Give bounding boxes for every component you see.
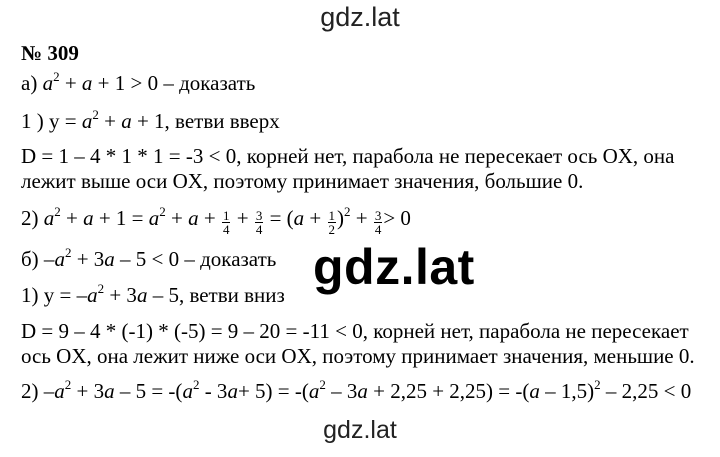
watermark-bottom: gdz.lat <box>323 416 397 444</box>
watermark-middle: gdz.lat <box>313 239 475 295</box>
part-b-step1-function: 1) $y = -a^2 + 3a - 5$, ветви вниз <box>21 281 285 307</box>
part-a-discriminant-line1: D = 1 – 4 * 1 * 1 = -3 < 0, корней нет, парабола не пересекает ось OX, она <box>21 144 675 168</box>
part-b-step2-equation: 2) $-a^2 + 3a - 5 = -(a^2 - 3a+ 5) = -(a^2 - 3a + 2,25 + 2,25) = -(a - 1,5)^2 - 2,25 < 0$ <box>21 377 692 403</box>
part-b-discriminant-line1: D = 9 – 4 * (-1) * (-5) = 9 – 20 = -11 < 0, корней нет, парабола не пересекает <box>21 319 689 343</box>
task-number: № 309 <box>21 41 79 65</box>
fraction-one-quarter: $\frac{1}{4}$ <box>222 208 230 237</box>
fraction-three-quarters: $\frac{3}{4}$ <box>255 208 263 237</box>
part-a-discriminant-line2: лежит выше оси OX, поэтому принимает значения, большие 0. <box>21 169 584 193</box>
part-a-step1-function: 1 ) $y = a^2 + a + 1$, ветви вверх <box>21 107 280 133</box>
part-a-statement: а) $a^2 + a + 1 > 0$ – доказать <box>21 69 256 95</box>
fraction-three-quarters-2: $\frac{3}{4}$ <box>374 208 382 237</box>
part-b-discriminant-line2: ось OX, она лежит ниже оси OX, поэтому принимает значения, меньшие 0. <box>21 344 695 368</box>
part-a-step2-equation: 2) $a^2 + a + 1 = a^2 + a$ + $\frac{1}{4}$ + $\frac{3}{4}$ = (a + $\frac{1}{2}$ )$^2$ + $\frac{3}{4}$ > 0 <box>21 204 411 237</box>
part-b-statement: б) $-a^2 + 3a - 5 < 0$ – доказать <box>21 245 277 271</box>
fraction-one-half: $\frac{1}{2}$ <box>328 208 335 237</box>
watermark-top: gdz.lat <box>320 2 400 32</box>
